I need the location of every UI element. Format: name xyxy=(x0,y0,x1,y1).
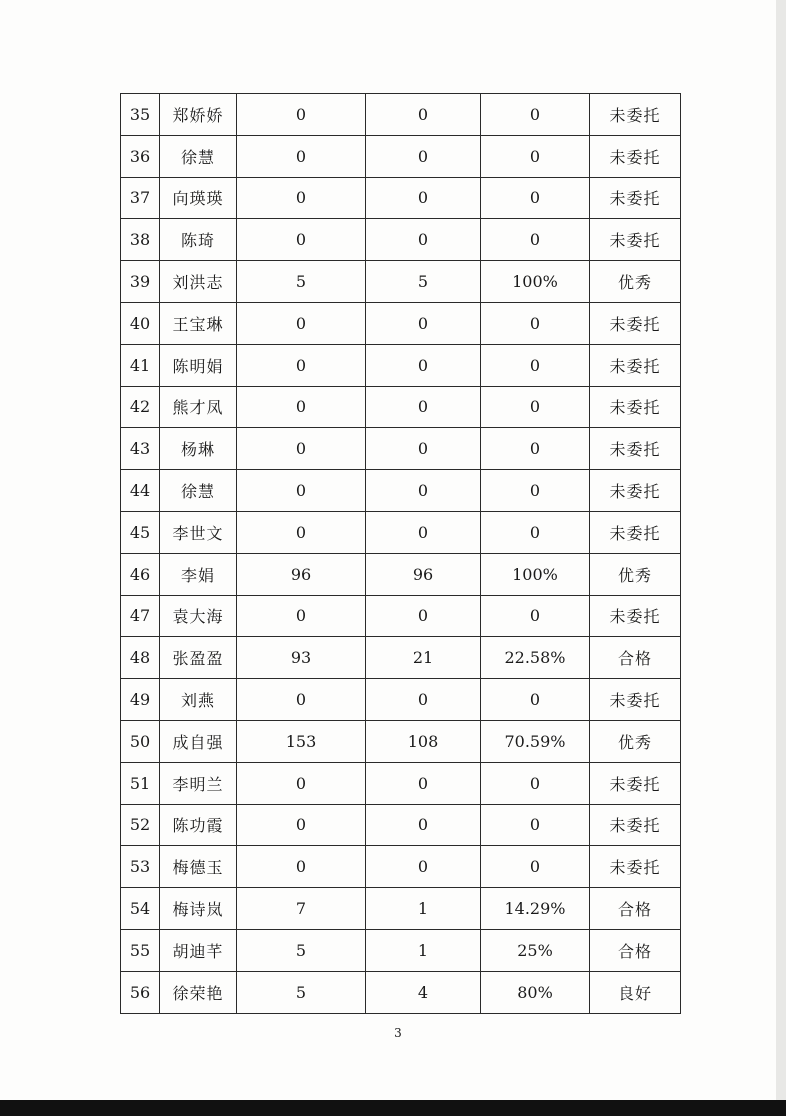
rate-cell: 0 xyxy=(481,470,590,512)
person-name-cell: 张盈盈 xyxy=(160,637,237,679)
row-number-cell: 41 xyxy=(121,344,160,386)
grade-cell: 未委托 xyxy=(590,428,681,470)
table-row xyxy=(121,470,681,512)
count-a-cell: 0 xyxy=(237,94,366,136)
grade-cell: 合格 xyxy=(590,929,681,971)
row-number-cell: 55 xyxy=(121,929,160,971)
grade-cell: 未委托 xyxy=(590,470,681,512)
table-row xyxy=(121,94,681,136)
table-row xyxy=(121,888,681,930)
count-b-cell: 0 xyxy=(366,470,481,512)
grade-cell: 未委托 xyxy=(590,762,681,804)
table-row xyxy=(121,428,681,470)
rate-cell: 0 xyxy=(481,219,590,261)
table-row xyxy=(121,511,681,553)
row-number-cell: 43 xyxy=(121,428,160,470)
count-a-cell: 0 xyxy=(237,679,366,721)
person-name-cell: 熊才凤 xyxy=(160,386,237,428)
grade-cell: 未委托 xyxy=(590,135,681,177)
table-row xyxy=(121,846,681,888)
table-row xyxy=(121,553,681,595)
table-row xyxy=(121,135,681,177)
person-name-cell: 刘燕 xyxy=(160,679,237,721)
count-b-cell: 0 xyxy=(366,386,481,428)
rate-cell: 0 xyxy=(481,386,590,428)
count-a-cell: 0 xyxy=(237,386,366,428)
row-number-cell: 36 xyxy=(121,135,160,177)
count-b-cell: 0 xyxy=(366,595,481,637)
row-number-cell: 37 xyxy=(121,177,160,219)
grade-cell: 合格 xyxy=(590,888,681,930)
row-number-cell: 40 xyxy=(121,302,160,344)
count-b-cell: 0 xyxy=(366,846,481,888)
grade-cell: 未委托 xyxy=(590,386,681,428)
count-b-cell: 1 xyxy=(366,929,481,971)
count-a-cell: 7 xyxy=(237,888,366,930)
grade-cell: 未委托 xyxy=(590,177,681,219)
person-name-cell: 徐慧 xyxy=(160,470,237,512)
row-number-cell: 52 xyxy=(121,804,160,846)
rate-cell: 100% xyxy=(481,261,590,303)
count-a-cell: 0 xyxy=(237,302,366,344)
count-a-cell: 0 xyxy=(237,135,366,177)
row-number-cell: 56 xyxy=(121,971,160,1013)
row-number-cell: 46 xyxy=(121,553,160,595)
row-number-cell: 45 xyxy=(121,511,160,553)
person-name-cell: 向瑛瑛 xyxy=(160,177,237,219)
person-name-cell: 杨琳 xyxy=(160,428,237,470)
count-a-cell: 0 xyxy=(237,511,366,553)
rate-cell: 0 xyxy=(481,428,590,470)
rate-cell: 22.58% xyxy=(481,637,590,679)
count-b-cell: 4 xyxy=(366,971,481,1013)
rate-cell: 0 xyxy=(481,595,590,637)
scan-edge xyxy=(776,0,786,1116)
person-name-cell: 李娟 xyxy=(160,553,237,595)
count-b-cell: 0 xyxy=(366,511,481,553)
rate-cell: 0 xyxy=(481,177,590,219)
table-row xyxy=(121,679,681,721)
count-a-cell: 0 xyxy=(237,846,366,888)
count-a-cell: 5 xyxy=(237,971,366,1013)
rate-cell: 70.59% xyxy=(481,720,590,762)
row-number-cell: 42 xyxy=(121,386,160,428)
count-b-cell: 0 xyxy=(366,177,481,219)
count-a-cell: 0 xyxy=(237,177,366,219)
person-name-cell: 梅诗岚 xyxy=(160,888,237,930)
grade-cell: 优秀 xyxy=(590,553,681,595)
person-name-cell: 徐慧 xyxy=(160,135,237,177)
rate-cell: 14.29% xyxy=(481,888,590,930)
table-row xyxy=(121,637,681,679)
count-a-cell: 153 xyxy=(237,720,366,762)
count-a-cell: 0 xyxy=(237,219,366,261)
count-b-cell: 0 xyxy=(366,804,481,846)
count-a-cell: 0 xyxy=(237,344,366,386)
table-row xyxy=(121,720,681,762)
grade-cell: 未委托 xyxy=(590,219,681,261)
count-a-cell: 0 xyxy=(237,428,366,470)
grade-cell: 未委托 xyxy=(590,846,681,888)
rate-cell: 80% xyxy=(481,971,590,1013)
person-name-cell: 刘洪志 xyxy=(160,261,237,303)
row-number-cell: 38 xyxy=(121,219,160,261)
rate-cell: 0 xyxy=(481,846,590,888)
results-table xyxy=(120,93,681,1014)
row-number-cell: 39 xyxy=(121,261,160,303)
count-a-cell: 0 xyxy=(237,595,366,637)
grade-cell: 合格 xyxy=(590,637,681,679)
person-name-cell: 李明兰 xyxy=(160,762,237,804)
count-b-cell: 0 xyxy=(366,428,481,470)
count-a-cell: 0 xyxy=(237,762,366,804)
table-row xyxy=(121,929,681,971)
count-b-cell: 108 xyxy=(366,720,481,762)
person-name-cell: 胡迪芊 xyxy=(160,929,237,971)
person-name-cell: 王宝琳 xyxy=(160,302,237,344)
count-a-cell: 5 xyxy=(237,261,366,303)
person-name-cell: 徐荣艳 xyxy=(160,971,237,1013)
row-number-cell: 35 xyxy=(121,94,160,136)
table-row xyxy=(121,804,681,846)
rate-cell: 0 xyxy=(481,135,590,177)
count-b-cell: 0 xyxy=(366,135,481,177)
rate-cell: 25% xyxy=(481,929,590,971)
count-b-cell: 0 xyxy=(366,302,481,344)
grade-cell: 未委托 xyxy=(590,679,681,721)
count-b-cell: 96 xyxy=(366,553,481,595)
grade-cell: 良好 xyxy=(590,971,681,1013)
table-row xyxy=(121,386,681,428)
grade-cell: 优秀 xyxy=(590,261,681,303)
count-b-cell: 21 xyxy=(366,637,481,679)
person-name-cell: 成自强 xyxy=(160,720,237,762)
rate-cell: 0 xyxy=(481,302,590,344)
grade-cell: 未委托 xyxy=(590,511,681,553)
person-name-cell: 梅德玉 xyxy=(160,846,237,888)
rate-cell: 100% xyxy=(481,553,590,595)
count-a-cell: 0 xyxy=(237,470,366,512)
person-name-cell: 李世文 xyxy=(160,511,237,553)
row-number-cell: 50 xyxy=(121,720,160,762)
scan-bottom-border xyxy=(0,1100,786,1116)
person-name-cell: 陈明娟 xyxy=(160,344,237,386)
person-name-cell: 袁大海 xyxy=(160,595,237,637)
row-number-cell: 49 xyxy=(121,679,160,721)
table-row xyxy=(121,344,681,386)
person-name-cell: 郑娇娇 xyxy=(160,94,237,136)
table-row xyxy=(121,595,681,637)
table-row xyxy=(121,261,681,303)
table-row xyxy=(121,177,681,219)
row-number-cell: 51 xyxy=(121,762,160,804)
count-b-cell: 0 xyxy=(366,94,481,136)
grade-cell: 未委托 xyxy=(590,94,681,136)
count-a-cell: 5 xyxy=(237,929,366,971)
person-name-cell: 陈琦 xyxy=(160,219,237,261)
row-number-cell: 48 xyxy=(121,637,160,679)
grade-cell: 未委托 xyxy=(590,344,681,386)
rate-cell: 0 xyxy=(481,94,590,136)
count-a-cell: 93 xyxy=(237,637,366,679)
count-b-cell: 0 xyxy=(366,344,481,386)
count-b-cell: 1 xyxy=(366,888,481,930)
row-number-cell: 47 xyxy=(121,595,160,637)
rate-cell: 0 xyxy=(481,679,590,721)
row-number-cell: 54 xyxy=(121,888,160,930)
table-body xyxy=(121,94,681,1014)
table-row xyxy=(121,302,681,344)
table-row xyxy=(121,762,681,804)
row-number-cell: 53 xyxy=(121,846,160,888)
grade-cell: 未委托 xyxy=(590,804,681,846)
table-row xyxy=(121,971,681,1013)
person-name-cell: 陈功霞 xyxy=(160,804,237,846)
grade-cell: 优秀 xyxy=(590,720,681,762)
table-row xyxy=(121,219,681,261)
count-b-cell: 0 xyxy=(366,219,481,261)
count-b-cell: 0 xyxy=(366,679,481,721)
count-a-cell: 96 xyxy=(237,553,366,595)
count-a-cell: 0 xyxy=(237,804,366,846)
rate-cell: 0 xyxy=(481,344,590,386)
rate-cell: 0 xyxy=(481,762,590,804)
row-number-cell: 44 xyxy=(121,470,160,512)
page-number: 3 xyxy=(394,1026,402,1040)
grade-cell: 未委托 xyxy=(590,302,681,344)
rate-cell: 0 xyxy=(481,804,590,846)
count-b-cell: 5 xyxy=(366,261,481,303)
grade-cell: 未委托 xyxy=(590,595,681,637)
rate-cell: 0 xyxy=(481,511,590,553)
count-b-cell: 0 xyxy=(366,762,481,804)
